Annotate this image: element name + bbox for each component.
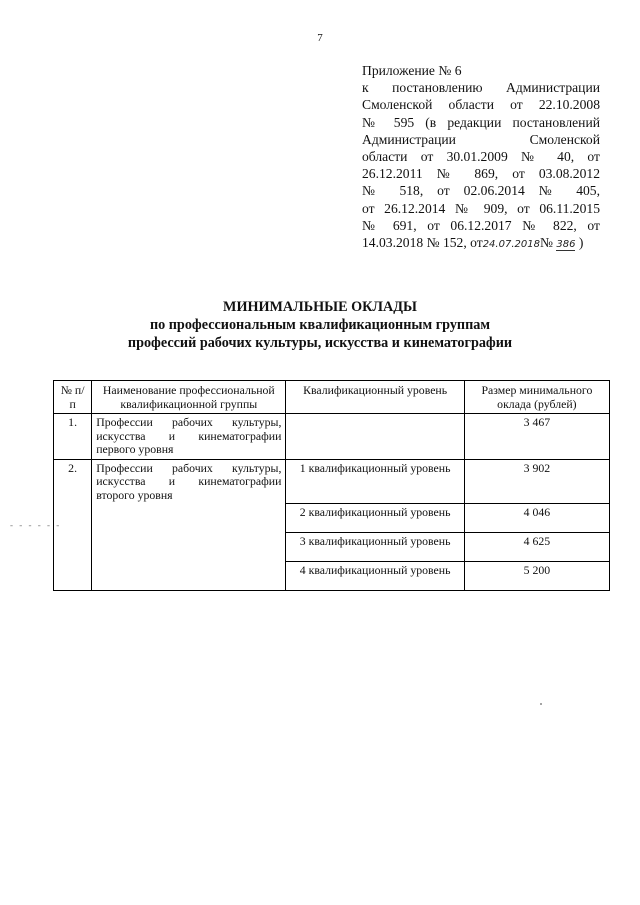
header-num: № п/п [54,381,92,414]
header-level: Квалификационный уровень [286,381,464,414]
appendix-line: Приложение № 6 [362,63,462,78]
row-salary: 4 046 [464,503,609,532]
row-group: Профессии рабочих культуры, искусства и кинематографии первого уровня [92,414,286,460]
handwritten-date: 24.07.2018 [482,239,540,251]
margin-mark: - - - - - - [10,520,62,530]
row-num: 1. [54,414,92,460]
row-group: Профессии рабочих культуры, искусства и кинематографии второго уровня [92,459,286,590]
appendix-last-line [362,234,600,253]
closing-paren: ) [578,235,584,251]
row-level [286,414,464,460]
appendix-line: № 691, от 06.12.2017 № 822, от [362,217,600,233]
row-salary: 3 902 [464,459,609,503]
appendix-line: Смоленской области от 22.10.2008 [362,97,600,113]
row-level: 1 квалификационный уровень [286,459,464,503]
table-header-row [54,381,610,414]
appendix-last-prefix: 14.03.2018 № 152, от [362,235,483,251]
title-line-2: по профессиональным квалификационным группам [149,317,491,333]
appendix-block [362,62,600,253]
appendix-line: № 518, от 02.06.2014 № 405, [362,183,600,199]
table-row [54,459,610,503]
row-salary: 4 625 [464,532,609,561]
table-row [54,414,610,460]
appendix-line: Администрации Смоленской [362,131,600,147]
appendix-line: области от 30.01.2009 № 40, от [362,149,600,165]
row-level: 2 квалификационный уровень [286,503,464,532]
appendix-line: от 26.12.2014 № 909, от 06.11.2015 [362,200,600,216]
appendix-line: 26.12.2011 № 869, от 03.08.2012 [362,166,600,182]
title-line-3: профессий рабочих культуры, искусства и кинематографии [127,335,513,351]
header-salary: Размер минимального оклада (рублей) [464,381,609,414]
number-sign: № [539,235,553,251]
row-level: 3 квалификационный уровень [286,532,464,561]
scan-speck [540,703,542,705]
handwritten-number: 386 [556,239,576,251]
row-num: 2. [54,459,92,590]
appendix-line: к постановлению Администрации [362,80,600,96]
appendix-line: № 595 (в редакции постановлений [362,114,600,130]
document-title [0,298,640,352]
title-line-1: МИНИМАЛЬНЫЕ ОКЛАДЫ [223,299,417,315]
row-salary: 5 200 [464,561,609,590]
salary-table [53,380,610,591]
page-number: 7 [317,32,323,44]
row-level: 4 квалификационный уровень [286,561,464,590]
header-group: Наименование профессиональной квалификационной группы [92,381,286,414]
row-salary: 3 467 [464,414,609,460]
